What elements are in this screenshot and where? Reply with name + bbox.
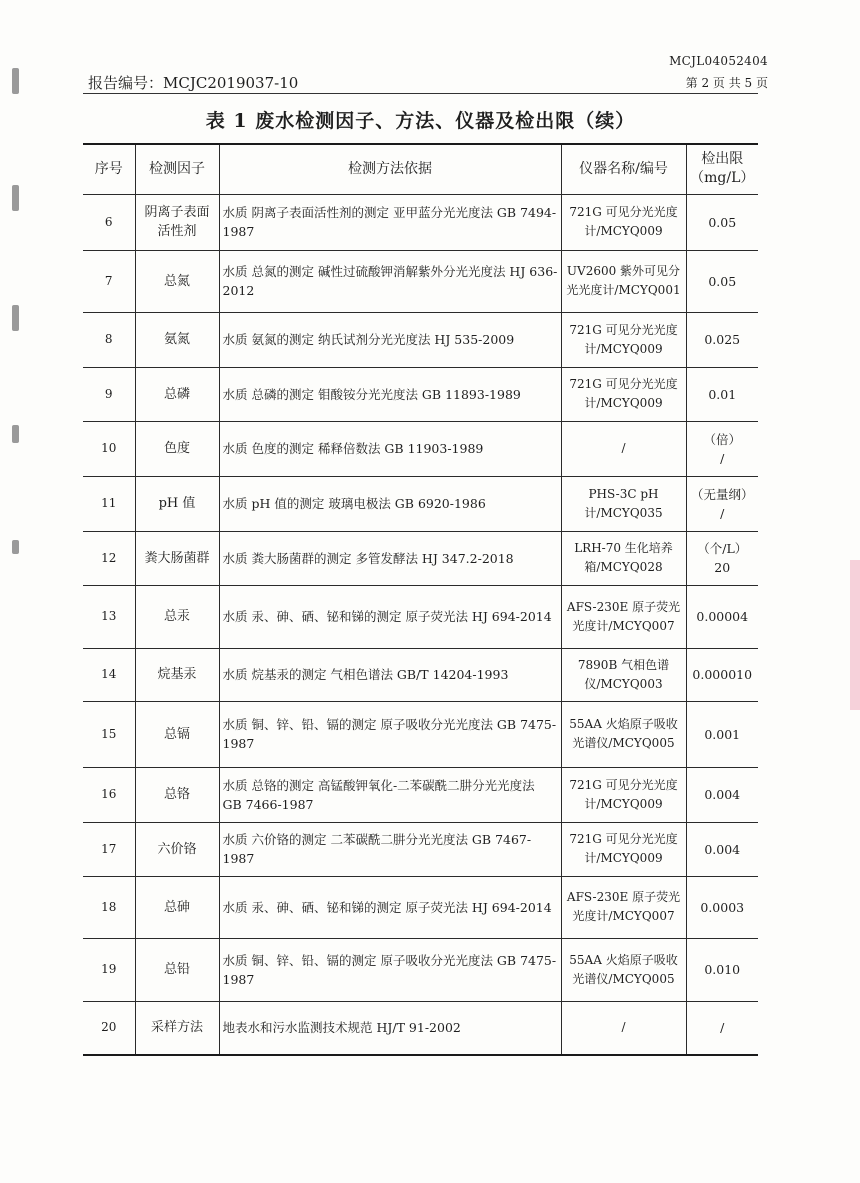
limit-value: 0.004 [704, 787, 741, 802]
cell-method: 水质 汞、砷、硒、铋和锑的测定 原子荧光法 HJ 694-2014 [219, 585, 561, 648]
cell-method: 水质 六价铬的测定 二苯碳酰二肼分光光度法 GB 7467-1987 [219, 822, 561, 876]
cell-instrument: 721G 可见分光光度计/MCYQ009 [561, 194, 686, 250]
limit-value: 0.001 [704, 726, 741, 742]
limit-value: 0.01 [708, 386, 737, 402]
cell-factor: 总铅 [135, 938, 219, 1001]
header-no: 序号 [83, 144, 135, 194]
cell-no: 8 [83, 312, 135, 367]
cell-no: 13 [83, 585, 135, 648]
cell-factor: 总铬 [135, 767, 219, 822]
limit-value: 0.010 [704, 962, 741, 977]
table-row [83, 421, 758, 476]
cell-limit [686, 312, 758, 367]
cell-factor: 总镉 [135, 701, 219, 767]
table-row [83, 531, 758, 585]
cell-method: 地表水和污水监测技术规范 HJ/T 91-2002 [219, 1001, 561, 1055]
limit-value: / [720, 505, 725, 521]
document-code: MCJL04052404 [669, 54, 768, 68]
cell-no: 11 [83, 476, 135, 531]
limit-unit: （个/L） [697, 541, 748, 556]
table-title: 表 1 废水检测因子、方法、仪器及检出限（续） [205, 110, 636, 132]
limit-value: / [720, 450, 725, 466]
cell-method: 水质 pH 值的测定 玻璃电极法 GB 6920-1986 [219, 476, 561, 531]
cell-instrument: AFS-230E 原子荧光光度计/MCYQ007 [561, 876, 686, 938]
cell-limit [686, 701, 758, 767]
cell-no: 19 [83, 938, 135, 1001]
cell-no: 14 [83, 648, 135, 701]
cell-limit [686, 876, 758, 938]
cell-factor: 氨氮 [135, 312, 219, 367]
detection-methods-table [83, 143, 758, 1056]
cell-method: 水质 总磷的测定 钼酸铵分光光度法 GB 11893-1989 [219, 367, 561, 421]
table-row [83, 938, 758, 1001]
table-row [83, 194, 758, 250]
table-row [83, 648, 758, 701]
table-row [83, 367, 758, 421]
cell-method: 水质 总氮的测定 碱性过硫酸钾消解紫外分光光度法 HJ 636-2012 [219, 250, 561, 312]
cell-factor: 总磷 [135, 367, 219, 421]
limit-value: 0.05 [708, 273, 737, 289]
limit-value: 0.0003 [700, 899, 745, 915]
binder-hole-mark [12, 305, 19, 331]
cell-limit [686, 367, 758, 421]
limit-value: 0.025 [704, 332, 741, 347]
page-number: 第 2 页 共 5 页 [685, 76, 768, 90]
cell-instrument: 55AA 火焰原子吸收光谱仪/MCYQ005 [561, 938, 686, 1001]
cell-factor: 阴离子表面活性剂 [135, 194, 219, 250]
limit-value: 0.004 [704, 841, 741, 857]
cell-factor: 粪大肠菌群 [135, 531, 219, 585]
cell-factor: 总砷 [135, 876, 219, 938]
cell-method: 水质 色度的测定 稀释倍数法 GB 11903-1989 [219, 421, 561, 476]
cell-instrument: 721G 可见分光光度计/MCYQ009 [561, 822, 686, 876]
table-row [83, 701, 758, 767]
cell-method: 水质 氨氮的测定 纳氏试剂分光光度法 HJ 535-2009 [219, 312, 561, 367]
limit-value: 0.000010 [692, 667, 753, 682]
cell-instrument: / [561, 421, 686, 476]
table-row [83, 476, 758, 531]
cell-limit [686, 648, 758, 701]
cell-factor: pH 值 [135, 476, 219, 531]
cell-method: 水质 总铬的测定 高锰酸钾氧化-二苯碳酰二肼分光光度法 GB 7466-1987 [219, 767, 561, 822]
cell-no: 7 [83, 250, 135, 312]
cell-limit [686, 1001, 758, 1055]
limit-value: / [720, 1020, 725, 1036]
cell-no: 16 [83, 767, 135, 822]
header-method: 检测方法依据 [219, 144, 561, 194]
cell-factor: 采样方法 [135, 1001, 219, 1055]
header-factor: 检测因子 [135, 144, 219, 194]
cell-method: 水质 粪大肠菌群的测定 多管发酵法 HJ 347.2-2018 [219, 531, 561, 585]
cell-method: 水质 铜、锌、铅、镉的测定 原子吸收分光光度法 GB 7475-1987 [219, 938, 561, 1001]
cell-method: 水质 烷基汞的测定 气相色谱法 GB/T 14204-1993 [219, 648, 561, 701]
cell-factor: 色度 [135, 421, 219, 476]
header-limit-label: 检出限 [701, 151, 744, 168]
table-row [83, 312, 758, 367]
cell-limit [686, 531, 758, 585]
limit-value: 0.00004 [696, 609, 749, 624]
cell-instrument: 721G 可见分光光度计/MCYQ009 [561, 312, 686, 367]
table-row [83, 767, 758, 822]
cell-no: 9 [83, 367, 135, 421]
limit-unit: （倍） [703, 431, 741, 447]
table-header-row [83, 144, 758, 194]
cell-instrument: 721G 可见分光光度计/MCYQ009 [561, 367, 686, 421]
cell-no: 20 [83, 1001, 135, 1055]
cell-no: 10 [83, 421, 135, 476]
cell-instrument: PHS-3C pH 计/MCYQ035 [561, 476, 686, 531]
cell-limit [686, 585, 758, 648]
cell-no: 15 [83, 701, 135, 767]
header-limit [686, 144, 758, 194]
cell-instrument: / [561, 1001, 686, 1055]
cell-method: 水质 汞、砷、硒、铋和锑的测定 原子荧光法 HJ 694-2014 [219, 876, 561, 938]
table-row [83, 876, 758, 938]
header-divider [83, 93, 758, 94]
binder-hole-mark [12, 68, 19, 94]
cell-factor: 六价铬 [135, 822, 219, 876]
cell-limit [686, 476, 758, 531]
report-number: 报告编号：MCJC2019037-10 [88, 74, 299, 92]
cell-factor: 总汞 [135, 585, 219, 648]
cell-factor: 总氮 [135, 250, 219, 312]
table-row [83, 585, 758, 648]
binder-hole-mark [12, 185, 19, 211]
header-instrument: 仪器名称/编号 [561, 144, 686, 194]
header-limit-unit: （mg/L） [690, 170, 755, 187]
cell-limit [686, 250, 758, 312]
cell-no: 17 [83, 822, 135, 876]
cell-limit [686, 421, 758, 476]
cell-instrument: 721G 可见分光光度计/MCYQ009 [561, 767, 686, 822]
seal-stamp-edge [850, 560, 860, 710]
table-row [83, 1001, 758, 1055]
cell-limit [686, 822, 758, 876]
binder-hole-mark [12, 425, 19, 443]
cell-method: 水质 阴离子表面活性剂的测定 亚甲蓝分光光度法 GB 7494-1987 [219, 194, 561, 250]
cell-instrument: UV2600 紫外可见分光光度计/MCYQ001 [561, 250, 686, 312]
binder-hole-mark [12, 540, 19, 554]
limit-unit: （无量纲） [690, 486, 754, 502]
cell-instrument: LRH-70 生化培养箱/MCYQ028 [561, 531, 686, 585]
table-row [83, 250, 758, 312]
cell-no: 6 [83, 194, 135, 250]
cell-instrument: AFS-230E 原子荧光光度计/MCYQ007 [561, 585, 686, 648]
cell-no: 18 [83, 876, 135, 938]
cell-instrument: 55AA 火焰原子吸收光谱仪/MCYQ005 [561, 701, 686, 767]
limit-value: 0.05 [708, 214, 737, 230]
cell-no: 12 [83, 531, 135, 585]
cell-limit [686, 767, 758, 822]
cell-factor: 烷基汞 [135, 648, 219, 701]
cell-limit [686, 194, 758, 250]
table-row [83, 822, 758, 876]
cell-method: 水质 铜、锌、铅、镉的测定 原子吸收分光光度法 GB 7475-1987 [219, 701, 561, 767]
cell-limit [686, 938, 758, 1001]
cell-instrument: 7890B 气相色谱仪/MCYQ003 [561, 648, 686, 701]
limit-value: 20 [714, 560, 731, 575]
